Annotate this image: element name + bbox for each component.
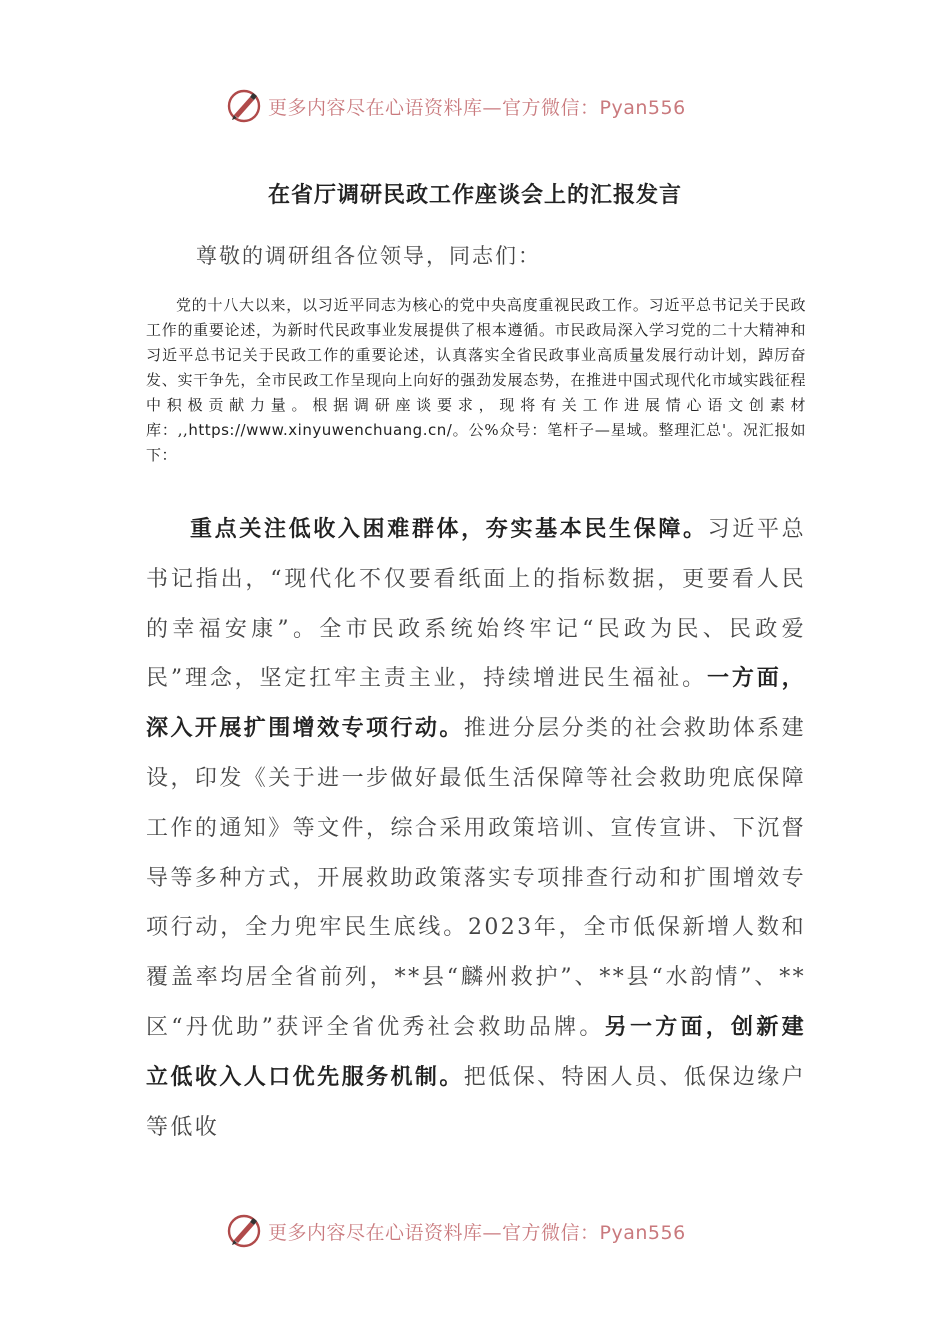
section-heading: 重点关注低收入困难群体，夯实基本民生保障。 [190,516,708,542]
salutation: 尊敬的调研组各位领导，同志们： [196,244,541,268]
banner-text: 更多内容尽在心语资料库—官方微信：Pyan556 [268,97,686,119]
banner-text: 更多内容尽在心语资料库—官方微信：Pyan556 [268,1222,686,1244]
wechat-id: Pyan556 [599,1222,686,1244]
wechat-id: Pyan556 [599,97,686,119]
intro-paragraph: 党的十八大以来，以习近平同志为核心的党中央高度重视民政工作。习近平总书记关于民政工作的重要论述，为新时代民政事业发展提供了根本遵循。市民政局深入学习党的二十大精神和习近平总书记关于民政工作的重要论述，认真落实全省民政事业高质量发展行动计划，踔厉奋发、实干争先，全市民政工作呈现向上向好的强劲发展态势，在推进中国式现代化市域实践征程中积极贡献力量。根据调研座谈要求，现将有关工作进展情心语文创素材库：,,https://www.xinyuwenchuang.cn/。公%众号：笔杆子—星域。整理汇总'。况汇报如下： [146,296,806,464]
sub-heading-1: 一方面，深入开展扩围增效专项行动。 [146,665,806,742]
body-paragraph: 重点关注低收入困难群体，夯实基本民生保障。习近平总书记指出，“现代化不仅要看纸面上的指标数据，更要看人民的幸福安康”。全市民政系统始终牢记“民政为民、民政爱民”理念，坚定扛牢主责主业，持续增进民生福祉。一方面，深入开展扩围增效专项行动。推进分层分类的社会救助体系建设，印发《关于进一步做好最低生活保障等社会救助兜底保障工作的通知》等文件，综合采用政策培训、宣传宣讲、下沉督导等多种方式，开展救助政策落实专项排查行动和扩围增效专项行动，全力兜牢民生底线。2023年，全市低保新增人数和覆盖率均居全省前列，**县“麟州救护”、**县“水韵情”、**区“丹优助”获评全省优秀社会救助品牌。另一方面，创新建立低收入人口优先服务机制。把低保、特困人员、低保边缘户等低收 [146,516,806,1140]
intro-url: https://www.xinyuwenchuang.cn/ [188,421,453,439]
pen-logo-icon [226,1213,262,1249]
pen-logo-icon [226,88,262,124]
document-title: 在省厅调研民政工作座谈会上的汇报发言 [267,182,682,208]
sub-heading-2: 另一方面，创新建立低收入人口优先服务机制。 [146,1013,806,1090]
header-banner [0,88,950,124]
footer-banner [0,1213,950,1249]
